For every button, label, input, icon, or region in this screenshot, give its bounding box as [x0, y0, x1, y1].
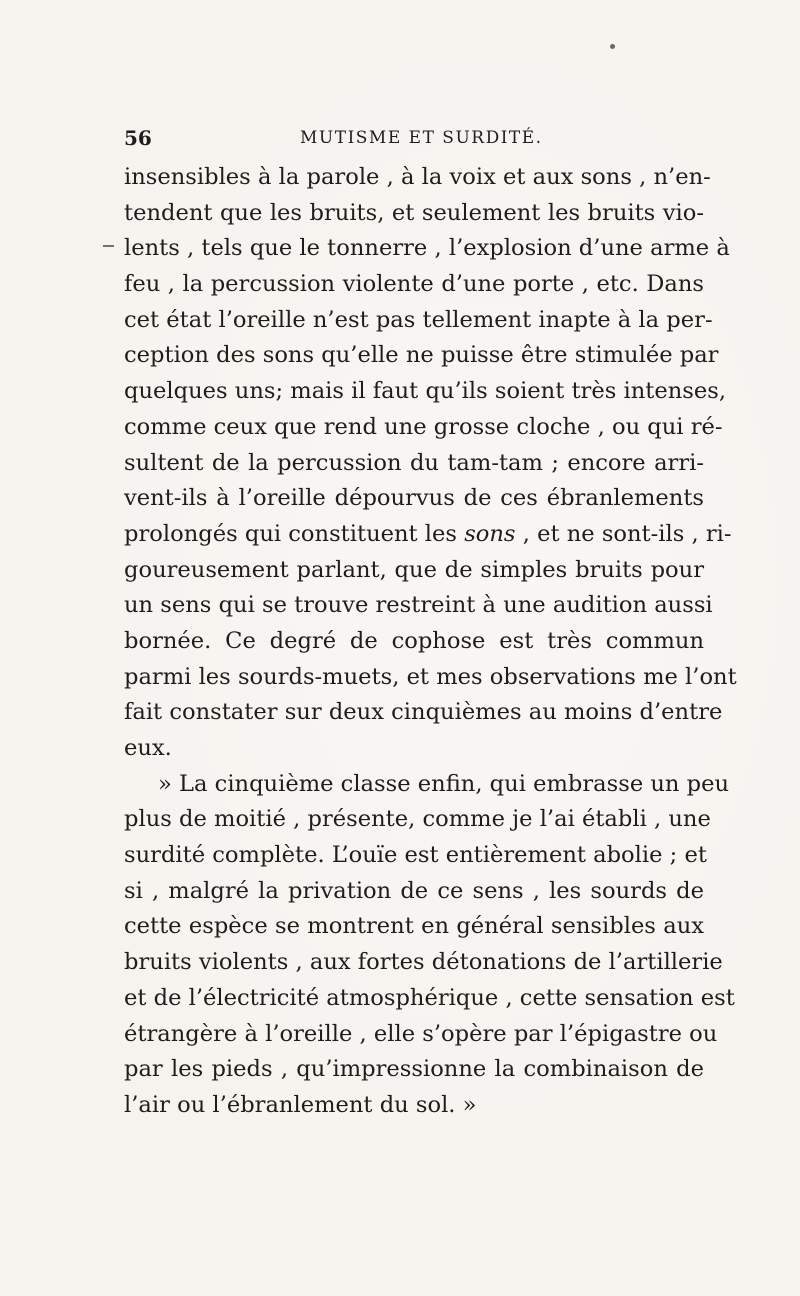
italic-word: sons: [464, 520, 516, 547]
page-number: 56: [124, 126, 152, 150]
text-line: ception des sons qu’elle ne puisse être stimulée par: [124, 342, 719, 369]
text-line: parmi les sourds-muets, et mes observations me l’ont: [124, 663, 737, 690]
text-line: fait constater sur deux cinquièmes au moins d’entre: [124, 699, 723, 726]
text-line: plus de moitié , présente, comme je l’ai établi , une: [124, 806, 711, 833]
ink-speck: [610, 44, 615, 49]
text-line: [124, 517, 732, 553]
text-line: l’air ou l’ébranlement du sol. »: [124, 1091, 477, 1118]
text-line: comme ceux que rend une grosse cloche , ou qui ré-: [124, 413, 723, 440]
running-head: MUTISME ET SURDITÉ.: [300, 128, 543, 148]
text-line: vent-ils à l’oreille dépourvus de ces ébranlements: [124, 485, 704, 512]
text-line: quelques uns; mais il faut qu’ils soient très intenses,: [124, 378, 727, 405]
margin-mark: [103, 245, 114, 247]
text-line: goureusement parlant, que de simples bruits pour: [124, 556, 704, 583]
text-line: étrangère à l’oreille , elle s’opère par l’épigastre ou: [124, 1020, 718, 1047]
text-line: tendent que les bruits, et seulement les bruits vio-: [124, 199, 704, 226]
text-line: bruits violents , aux fortes détonations de l’artillerie: [124, 949, 723, 976]
text-line: cette espèce se montrent en général sensibles aux: [124, 913, 704, 940]
text-line: » La cinquième classe enfin, qui embrasse un peu: [158, 770, 730, 797]
text-line: lents , tels que le tonnerre , l’explosion d’une arme à: [124, 235, 730, 262]
text-line: sultent de la percussion du tam-tam ; encore arri-: [124, 449, 704, 476]
text-line: cet état l’oreille n’est pas tellement inapte à la per-: [124, 306, 713, 333]
text-line: par les pieds , qu’impressionne la combinaison de: [124, 1056, 704, 1083]
text-line: bornée. Ce degré de cophose est très commun: [124, 627, 704, 654]
text-line: un sens qui se trouve restreint à une audition aussi: [124, 592, 713, 619]
body-text: [124, 160, 737, 1124]
text-segment: prolongés qui constituent les: [124, 520, 465, 547]
text-line: feu , la percussion violente d’une porte , etc. Dans: [124, 271, 704, 298]
text-segment: , et ne sont-ils , ri-: [515, 520, 732, 547]
text-line: eux.: [124, 735, 172, 761]
text-line: si , malgré la privation de ce sens , les sourds de: [124, 877, 704, 904]
text-line: surdité complète. L’ouïe est entièrement abolie ; et: [124, 842, 707, 869]
text-line: insensibles à la parole , à la voix et aux sons , n’en-: [124, 164, 711, 190]
page-header: [124, 126, 704, 152]
text-line: et de l’électricité atmosphérique , cette sensation est: [124, 984, 735, 1011]
